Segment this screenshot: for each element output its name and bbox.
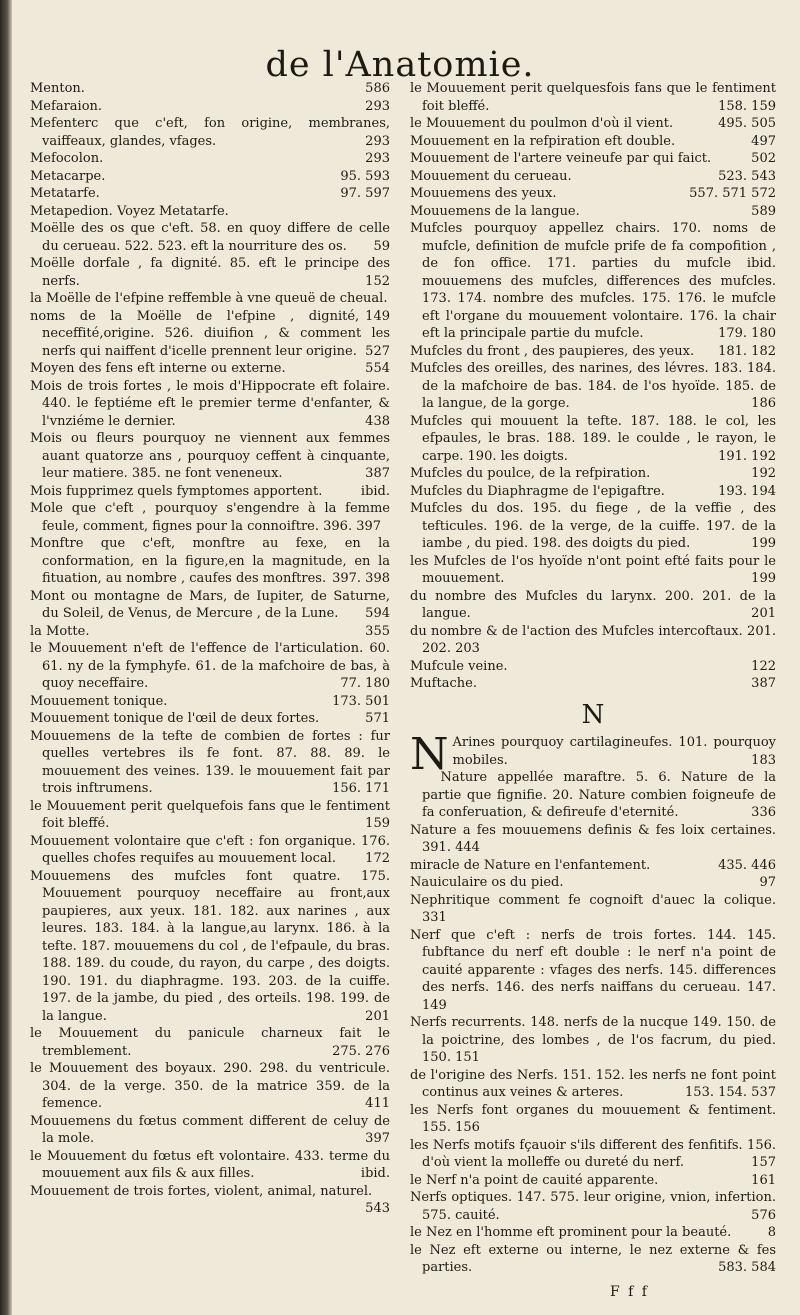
index-entry xyxy=(30,1148,390,1183)
index-entry xyxy=(410,553,776,588)
letter-n-entries xyxy=(410,769,776,1277)
entry-text: Arines pourquoy cartilagineufes. 101. pourquoy mobiles. xyxy=(452,735,776,768)
entry-text: Mouuement tonique. xyxy=(30,693,168,709)
entry-pages: 275. 276 xyxy=(332,1043,390,1059)
entry-text: Mouuement du cerueau. xyxy=(410,168,572,184)
entry-pages: 435. 446 xyxy=(718,857,776,873)
entry-text: Mouuement en la refpiration eft double. xyxy=(410,133,676,149)
entry-pages: ibid. xyxy=(360,483,390,499)
index-entry xyxy=(410,658,776,676)
index-entry xyxy=(410,413,776,466)
entry-pages: 438 xyxy=(365,413,390,429)
index-entry xyxy=(30,378,390,431)
entry-text: Mois fupprimez quels fymptomes apportent. xyxy=(30,483,323,499)
entry-pages: 97. 597 xyxy=(340,186,390,201)
entry-text: Mole que c'eft , pourquoy s'engendre à la femme feule, comment, fignes pour la connoiftre. 396. 397 xyxy=(30,501,390,534)
entry-pages: 497 xyxy=(751,133,776,149)
entry-pages: 495. 505 xyxy=(718,116,776,131)
entry-pages: 411 xyxy=(365,1096,390,1111)
index-entry xyxy=(410,588,776,623)
index-entry xyxy=(410,1224,776,1242)
index-entry xyxy=(410,1102,776,1137)
entry-text: Nature appellée maraftre. 5. 6. Nature de la partie que fignifie. 20. Nature combien foigneufe de fa conferuation, & defireufe d'eternité. xyxy=(422,770,776,820)
entry-pages: 576 xyxy=(751,1207,776,1223)
entry-text: le Mouuement n'eft de l'effence de l'articulation. 60. 61. ny de la fymphyfe. 61. de la mafchoire de bas, à quoy neceffaire. xyxy=(30,641,390,691)
entry-pages: 192 xyxy=(751,466,776,481)
entry-pages: 186 xyxy=(751,396,776,411)
entry-text: Moëlle dorfale , fa dignité. 85. eft le principe des nerfs. xyxy=(30,256,390,289)
entry-text: Mefaraion. xyxy=(30,98,103,114)
index-entry xyxy=(30,588,390,623)
entry-text: Mufcles du dos. 195. du fiege , de la veffie , des tefticules. 196. de la verge, de la cuiffe. 197. de la iambe , du pied. 198. des doigts du pied. xyxy=(410,501,776,551)
index-entry xyxy=(410,1242,776,1277)
signature-mark: F f f xyxy=(610,1284,649,1300)
index-entry xyxy=(30,203,390,221)
entry-text: Moëlle des os que c'eft. 58. en quoy differe de celle du cerueau. 522. 523. eft la nourriture des os. xyxy=(30,221,390,254)
entry-pages: 152 xyxy=(365,273,390,289)
entry-text: le Mouuement du poulmon d'où il vient. xyxy=(410,116,674,131)
entry-text: Mouuemens de la langue. xyxy=(410,203,580,219)
index-entry xyxy=(30,430,390,483)
entry-pages: 523. 543 xyxy=(718,168,776,184)
entry-text: Nature a fes mouuemens definis & fes loix certaines. 391. 444 xyxy=(410,822,776,855)
index-entry xyxy=(410,822,776,857)
entry-pages: 397. 398 xyxy=(332,571,390,586)
index-entry xyxy=(410,115,776,133)
entry-pages: 191. 192 xyxy=(718,448,776,464)
index-entry xyxy=(30,483,390,501)
entry-pages: 95. 593 xyxy=(340,168,390,184)
index-entry xyxy=(410,874,776,892)
index-entry xyxy=(410,150,776,168)
entry-pages: 183 xyxy=(751,752,776,768)
entry-pages: 179. 180 xyxy=(718,326,776,341)
index-entry xyxy=(30,115,390,150)
index-entry xyxy=(30,1025,390,1060)
index-column-right xyxy=(410,80,776,1277)
index-entry xyxy=(410,465,776,483)
entry-pages: 199 xyxy=(751,571,776,586)
entry-pages: 201 xyxy=(365,1008,390,1024)
entry-pages: 293 xyxy=(365,151,390,166)
entry-pages: 527 xyxy=(365,343,390,359)
entry-text: Mouuement de trois fortes, violent, animal, naturel. xyxy=(30,1183,373,1199)
entry-text: les Nerfs font organes du mouuement & fentiment. 155. 156 xyxy=(410,1102,776,1135)
entry-text: Mois ou fleurs pourquoy ne viennent aux femmes auant quatorze ans , pourquoy ceffent à cinquante, leur matiere. 385. ne font veneneux. xyxy=(30,431,390,481)
entry-text: de l'origine des Nerfs. 151. 152. les nerfs ne font point continus aux veines & arteres. xyxy=(410,1067,776,1100)
entry-text: Moyen des fens eft interne ou externe. xyxy=(30,361,286,376)
index-entry xyxy=(30,150,390,168)
entry-pages: 153. 154. 537 xyxy=(685,1085,776,1100)
entry-text: Mufcles du poulce, de la refpiration. xyxy=(410,466,651,481)
index-entry xyxy=(30,623,390,641)
entry-text: miracle de Nature en l'enfantement. xyxy=(410,857,651,873)
index-entry xyxy=(30,98,390,116)
index-entry xyxy=(410,343,776,361)
index-entry xyxy=(30,80,390,98)
entry-pages: 122 xyxy=(751,658,776,674)
entry-text: la Moëlle de l'efpine reffemble à vne queuë de cheual. xyxy=(30,291,388,306)
entry-pages: 586 xyxy=(365,81,390,96)
entry-pages: 156. 171 xyxy=(332,781,390,796)
entry-pages: 594 xyxy=(365,606,390,621)
index-entry xyxy=(30,798,390,833)
book-spine-shadow xyxy=(0,0,12,1315)
entry-text: Mufcles des oreilles, des narines, des lévres. 183. 184. de la mafchoire de bas. 184. de l'os hyoïde. 185. de la langue, de la gorge. xyxy=(410,361,776,411)
entry-text: les Mufcles de l'os hyoïde n'ont point efté faits pour le mouuement. xyxy=(410,553,776,586)
entry-pages: 355 xyxy=(365,623,390,639)
index-entry xyxy=(30,500,390,535)
entry-pages: 172 xyxy=(365,851,390,866)
entry-text: Mufcule veine. xyxy=(410,658,508,674)
index-entry xyxy=(410,80,776,115)
entry-pages: 397 xyxy=(365,1131,390,1146)
index-entry xyxy=(410,500,776,553)
entry-text: la Motte. xyxy=(30,623,90,639)
entry-pages: 173. 501 xyxy=(332,693,390,709)
entry-text: du nombre des Mufcles du larynx. 200. 201. de la langue. xyxy=(410,588,776,621)
index-entry xyxy=(410,1172,776,1190)
entry-text: Mouuement volontaire que c'eft : fon organique. 176. quelles chofes requifes au mouuement local. xyxy=(30,833,390,866)
entry-text: Metatarfe. xyxy=(30,186,100,201)
entry-text: Mois de trois fortes , le mois d'Hippocrate eft folaire. 440. le feptiéme eft le premier terme d'enfanter, & l'vnziéme le dernier. xyxy=(30,378,390,429)
entry-pages: 387 xyxy=(365,466,390,481)
entry-text: Mouuemens des yeux. xyxy=(410,186,557,201)
section-letter-n: N xyxy=(581,699,605,730)
entry-text: Mont ou montagne de Mars, de Iupiter, de Saturne, du Soleil, de Venus, de Mercure , de la Lune. xyxy=(30,588,390,621)
entry-pages: 157 xyxy=(751,1155,776,1170)
index-entry xyxy=(30,693,390,711)
entry-text: Nerfs recurrents. 148. nerfs de la nucque 149. 150. de la poictrine, des lombes , de l'os facrum, du pied. 150. 151 xyxy=(410,1015,776,1065)
index-entry xyxy=(30,535,390,588)
index-entry xyxy=(30,308,390,361)
entry-pages: 543 xyxy=(365,1201,390,1216)
page-title: de l'Anatomie. xyxy=(265,45,535,86)
entry-text: Nerf que c'eft : nerfs de trois fortes. 144. 145. fubftance du nerf eft double : le nerf n'a point de cauité apparente : vfages des nerfs. 145. differences des nerfs. 146. des nerfs naiffans du cerueau. 147. 149 xyxy=(410,927,776,1013)
entry-pages: 293 xyxy=(365,133,390,149)
index-entry xyxy=(410,857,776,875)
entry-text: Mouuemens des mufcles font quatre. 175. Mouuement pourquoy neceffaire au front,aux paupieres, aux yeux. 181. 182. aux narines , aux leures. 183. 184. à la langue,au larynx. 186. à la tefte. 187. mouuemens du col , de l'efpaule, du bras. 188. 189. du coude, du rayon, du carpe , des doigts. 190. 191. du diaphragme. 193. 203. de la cuiffe. 197. de la jambe, du pied , des orteils. 198. 199. de la langue. xyxy=(30,868,390,1024)
index-entry xyxy=(410,1067,776,1102)
entry-pages: 161 xyxy=(751,1172,776,1188)
index-entry xyxy=(30,640,390,693)
entry-text: le Mouuement perit quelquesfois fans que le fentiment foit bleffé. xyxy=(410,81,776,114)
index-entry xyxy=(30,360,390,378)
entry-pages: ibid. xyxy=(360,1166,390,1181)
dropcap-letter: N xyxy=(410,729,449,780)
entry-text: Mufcles du front , des paupieres, des yeux. xyxy=(410,343,695,359)
entry-pages: 59 xyxy=(373,238,390,254)
entry-text: Mefocolon. xyxy=(30,151,104,166)
entry-pages: 293 xyxy=(365,98,390,114)
index-entry xyxy=(410,133,776,151)
letter-m-entries xyxy=(410,80,776,693)
entry-text: le Nerf n'a point de cauité apparente. xyxy=(410,1172,659,1188)
entry-pages: 502 xyxy=(751,151,776,166)
entry-text: le Nez eft externe ou interne, le nez externe & fes parties. xyxy=(410,1242,776,1275)
entry-text: Mufcles du Diaphragme de l'epigaftre. xyxy=(410,483,665,499)
entry-pages: 571 xyxy=(365,711,390,726)
index-entry xyxy=(410,483,776,501)
entry-text: Mouuement de l'artere veineufe par qui faict. xyxy=(410,151,712,166)
index-entry xyxy=(30,868,390,1026)
index-entry xyxy=(410,360,776,413)
entry-text: Menton. xyxy=(30,81,85,96)
index-entry xyxy=(30,220,390,255)
index-entry xyxy=(410,892,776,927)
index-entry xyxy=(410,1189,776,1224)
index-entry xyxy=(30,1113,390,1148)
index-entry xyxy=(30,833,390,868)
index-entry xyxy=(30,168,390,186)
index-entry xyxy=(410,675,776,693)
entry-text: noms de la Moëlle de l'efpine , dignité, neceffité,origine. 526. diuifion , & comment les nerfs qui naiffent d'icelle prennent leur origine. xyxy=(30,308,390,359)
index-entry xyxy=(410,769,776,822)
index-entry xyxy=(410,168,776,186)
entry-text: Mouuement tonique de l'œil de deux fortes. xyxy=(30,711,320,726)
entry-pages: 557. 571 572 xyxy=(689,186,776,201)
entry-text: le Nez en l'homme eft prominent pour la beauté. xyxy=(410,1225,732,1240)
index-entry xyxy=(30,710,390,728)
entry-pages: 336 xyxy=(751,805,776,820)
index-entry xyxy=(30,728,390,798)
entry-text: Mouuemens du fœtus comment different de celuy de la mole. xyxy=(30,1113,390,1146)
index-entry xyxy=(410,203,776,221)
index-entry xyxy=(30,185,390,203)
entry-text: Mouuemens de la tefte de combien de fortes : fur quelles vertebres ils fe font. 87. 88. 89. le mouuement des veines. 139. le mouuement fait par trois inftrumens. xyxy=(30,728,390,796)
index-entry xyxy=(410,220,776,343)
entry-pages: 554 xyxy=(365,361,390,376)
index-entry xyxy=(410,927,776,1015)
entry-text: Metacarpe. xyxy=(30,168,106,184)
entry-pages: 159 xyxy=(365,816,390,831)
entry-text: Metapedion. Voyez Metatarfe. xyxy=(30,203,229,219)
index-entry xyxy=(30,290,390,324)
entry-pages: 201 xyxy=(751,606,776,621)
index-entry xyxy=(30,255,390,290)
index-entry-narines xyxy=(410,729,776,780)
entry-pages: 589 xyxy=(751,203,776,219)
entry-text: Mufcles pourquoy appellez chairs. 170. noms de mufcle, definition de mufcle prife de fa compofition , de fon office. 171. parties du mufcle ibid. mouuemens des mufcles, differences des mufcles. 173. 174. nombre des mufcles. 175. 176. le mufcle eft l'organe du mouuement volontaire. 176. la chair eft la principale partie du mufcle. xyxy=(410,221,776,341)
entry-pages: 158. 159 xyxy=(718,98,776,114)
entry-pages: 199 xyxy=(751,536,776,551)
index-entry xyxy=(30,1060,390,1113)
entry-pages: 97 xyxy=(759,875,776,890)
index-column-left xyxy=(30,80,390,1218)
index-entry xyxy=(410,185,776,203)
entry-text: Nephritique comment fe cognoift d'auec la colique. 331 xyxy=(410,892,776,925)
entry-text: Muftache. xyxy=(410,676,477,691)
entry-pages: 193. 194 xyxy=(718,483,776,499)
entry-pages: 387 xyxy=(751,676,776,691)
entry-text: Nauiculaire os du pied. xyxy=(410,875,564,890)
entry-text: Monftre que c'eft, monftre au fexe, en la conformation, en la figure,en la magnitude, en la fituation, au nombre , caufes des monftres. xyxy=(30,536,390,586)
entry-text: Mefenterc que c'eft, fon origine, membranes, vaiffeaux, glandes, vfages. xyxy=(30,116,390,149)
entry-pages: 77. 180 xyxy=(340,676,390,691)
entry-text: le Mouuement du panicule charneux fait le tremblement. xyxy=(30,1026,390,1059)
entry-pages: 181. 182 xyxy=(718,343,776,359)
entry-pages: 8 xyxy=(767,1225,776,1240)
entry-text: Nerfs optiques. 147. 575. leur origine, vnion, infertion. 575. cauité. xyxy=(410,1190,776,1223)
entry-text: le Mouuement des boyaux. 290. 298. du ventricule. 304. de la verge. 350. de la matrice 359. de la femence. xyxy=(30,1061,390,1111)
index-entry xyxy=(410,1137,776,1172)
index-entry xyxy=(410,1014,776,1067)
index-entry xyxy=(410,623,776,658)
entry-text: Mufcles qui mouuent la tefte. 187. 188. le col, les efpaules, le bras. 188. 189. le coulde , le rayon, le carpe. 190. les doigts. xyxy=(410,413,776,464)
entry-text: du nombre & de l'action des Mufcles intercoftaux. 201. 202. 203 xyxy=(410,623,776,656)
entry-text: le Mouuement perit quelquefois fans que le fentiment foit bleffé. xyxy=(30,798,390,831)
entry-text: les Nerfs motifs fçauoir s'ils different des fenfitifs. 156. d'où vient la molleffe ou dureté du nerf. xyxy=(410,1137,776,1170)
entry-pages: 149 xyxy=(365,308,390,324)
index-entry xyxy=(30,1183,390,1216)
entry-text: le Mouuement du fœtus eft volontaire. 433. terme du mouuement aux fils & aux filles. xyxy=(30,1148,390,1181)
entry-pages: 583. 584 xyxy=(718,1260,776,1275)
